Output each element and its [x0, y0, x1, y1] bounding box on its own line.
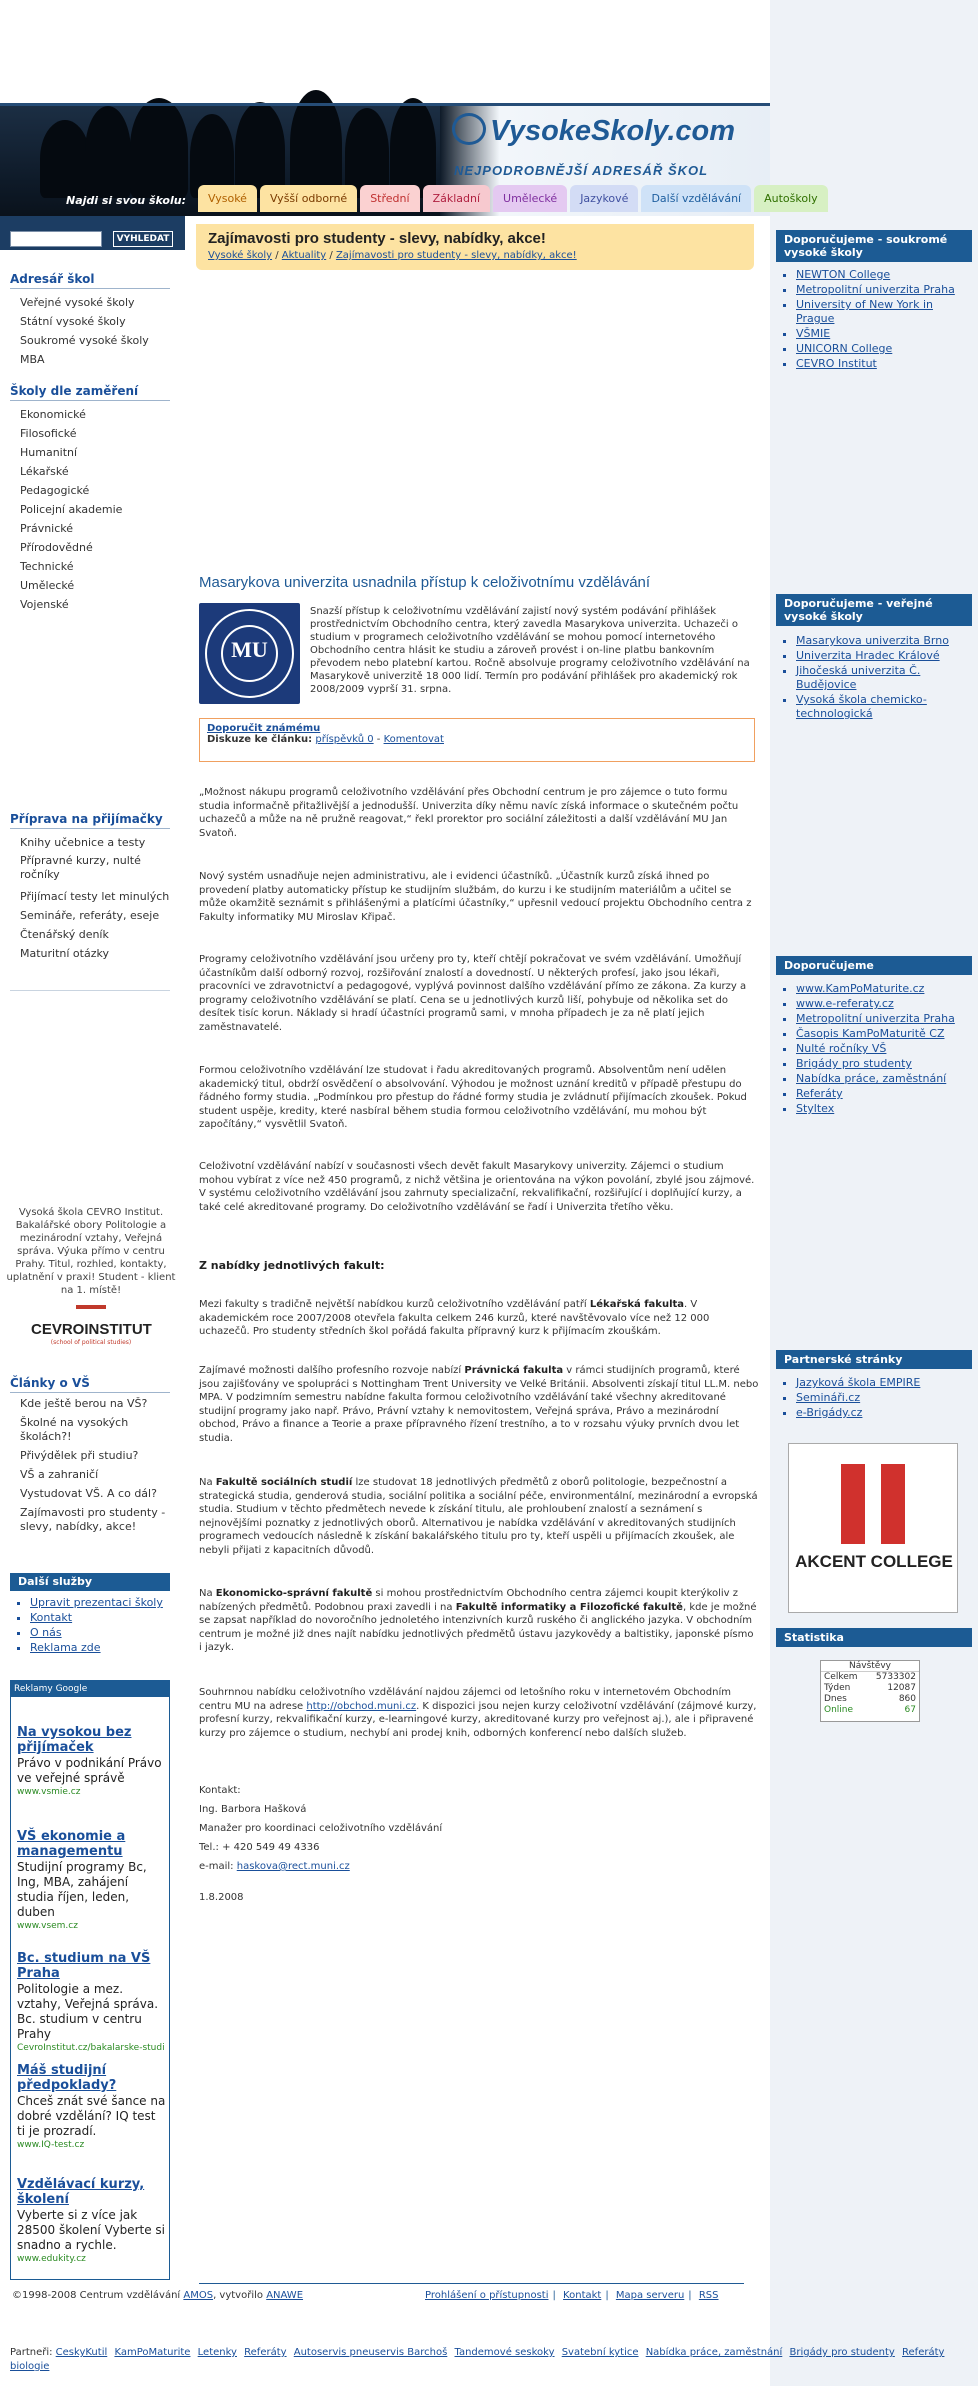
- tab-vysoke[interactable]: Vysoké: [198, 185, 257, 212]
- sidebar-item[interactable]: Soukromé vysoké školy: [20, 334, 149, 347]
- akcent-bar-icon: [841, 1464, 865, 1544]
- sidebar-item[interactable]: Čtenářský deník: [20, 928, 109, 941]
- partner-link[interactable]: Autoservis pneuservis Barchoš: [293, 2347, 448, 2358]
- sidebar-item[interactable]: Přivýdělek při studiu?: [20, 1449, 139, 1462]
- breadcrumb-link[interactable]: Vysoké školy: [208, 250, 273, 261]
- partner-link[interactable]: KamPoMaturite: [114, 2347, 191, 2358]
- right-link[interactable]: Styltex: [796, 1102, 835, 1115]
- discussion-label: Diskuze ke článku:: [207, 734, 313, 745]
- right-list-soukrome: [776, 268, 972, 372]
- right-link[interactable]: Nulté ročníky VŠ: [796, 1042, 887, 1055]
- article-paragraph: Na Fakultě sociálních studií lze studovat 18 jednotlivých předmětů z oborů politologie, bezpečnostní a strategická studia, genderová studia, sociální politika a sociální péče, environmentální, mezinárodní a evropská studia. Studium v těchto předmětech nevede k získání titulu, ale prohloubení znalostí a seznámení s nejnovějšími poznatky z jednotlivých oborů. Alternativou je nabídka vzdělávání v akreditovaných studijních programech vedoucích následně k získání bakalářského titulu pro ty, kteří uspěli u přijímacích zkoušek, ale nebyli přijati z kapacitních důvodů.: [199, 1477, 758, 1556]
- breadcrumb-link[interactable]: Zajímavosti pro studenty - slevy, nabídky, akce!: [335, 250, 577, 261]
- right-link[interactable]: CEVRO Institut: [796, 357, 877, 370]
- sidebar-item[interactable]: Semináře, referáty, eseje: [20, 909, 160, 922]
- obchod-link[interactable]: http://obchod.muni.cz: [306, 1700, 417, 1712]
- sidebar-item[interactable]: Přijímací testy let minulých: [20, 890, 170, 903]
- right-list-partnerske: [776, 1376, 972, 1421]
- sidebar-item[interactable]: VŠ a zahraničí: [20, 1468, 99, 1481]
- sidebar-item[interactable]: Zajímavosti pro studenty - slevy, nabídky, akce!: [20, 1506, 166, 1533]
- partner-link[interactable]: Letenky: [197, 2347, 237, 2358]
- article-paragraph: Nový systém usnadňuje nejen administrativu, ale i evidenci účastníků. „Účastník kurzů získá ihned po provedení platby automaticky přístup ke studijním službám, do kurzu i ke studijním materiálům a učitel se může okamžitě seznámit s přihlášenými a platícími účastníky,“ upřesnil vedoucí projektu Obchodního centra z Fakulty informatiky MU Miroslav Křipač.: [199, 871, 752, 923]
- sidebar-item[interactable]: Technické: [20, 560, 74, 573]
- right-list-doporucujeme: [776, 982, 972, 1117]
- right-heading-statistika: Statistika: [776, 1628, 972, 1647]
- sidebar-item[interactable]: MBA: [20, 353, 45, 366]
- cevro-logo[interactable]: CEVROINSTITUT (school of political studies): [31, 1305, 151, 1347]
- article-paragraph: Celoživotní vzdělávání nabízí v současnosti všech devět fakult Masarykovy univerzity. Zájemci o studium mohou vybírat z více než 450 programů, z nichž většina je orientována na výkon povolání, zbylé jsou zájmové. V systému celoživotního vzdělávání jsou zahrnuty specializační, rekvalifikační, rozšiřující i doplňující kurzy, a také celé akreditované programy. Do celoživotního vzdělávání se řadí i Univerzita třetího věku.: [199, 1161, 755, 1213]
- footer-divider: [199, 2283, 744, 2284]
- right-link[interactable]: www.e-referaty.cz: [796, 997, 894, 1010]
- right-link[interactable]: www.KamPoMaturite.cz: [796, 982, 925, 995]
- sidebar-priprava: [10, 812, 170, 963]
- right-link[interactable]: Referáty: [796, 1087, 843, 1100]
- recommend-link[interactable]: Doporučit známému: [207, 723, 321, 734]
- partner-link[interactable]: Tandemové seskoky: [454, 2347, 555, 2358]
- ad-item[interactable]: VŠ ekonomie a managementu Studijní programy Bc, Ing, MBA, zahájení studia říjen, leden, duben www.vsem.cz: [17, 1829, 147, 1931]
- article-intro: Snazší přístup k celoživotnímu vzdělávání zajistí nový systém podávání přihlášek prostřednictvím Obchodního centra, který zavedla Masarykova univerzita. Uchazeči o studium v programech celoživotního vzdělávání se mohou pomocí internetového Obchodního centra hlásit ke studiu a zároveň provést i on-line platbu bankovním převodem nebo platební kartou. Ročně absolvuje programy celoživotního vzdělávání na Masarykově univerzitě 18 000 lidí. Termín pro podávání přihlášek pro akademický rok 2008/2009 vyprší 31. srpna.: [310, 606, 750, 695]
- logo-mark-icon: [452, 113, 486, 145]
- ad-item[interactable]: Na vysokou bez přijímaček Právo v podnikání Právo ve veřejné správě www.vsmie.cz: [17, 1725, 162, 1797]
- sidebar-item[interactable]: Státní vysoké školy: [20, 315, 126, 328]
- article-paragraph: Zajímavé možnosti dalšího profesního rozvoje nabízí Právnická fakulta v rámci studijních programů, které jsou zajišťovány ve spolupráci s Nottingham Trent University ve Velké Británii. Absolventi získají titul LL.M. nebo MPA. V podzimním semestru nabídne fakulta formou celoživotního vzdělávání také všechny akreditované studijní programy jako např. Právo, Právní vztahy k nemovitostem, Veřejná správa, Právo a mezinárodní obchod, Právo a finance a Teorie a praxe přípravného řízení trestního, a to v rozsahu výuky prvních dvou let studia.: [199, 1365, 759, 1444]
- article-date: 1.8.2008: [199, 1892, 244, 1903]
- search-button[interactable]: VYHLEDAT: [113, 231, 173, 247]
- find-school-label: Najdi si svou školu:: [66, 194, 186, 207]
- breadcrumb: Vysoké školy / Aktuality / Zajímavosti pro studenty - slevy, nabídky, akce!: [208, 250, 577, 261]
- footer-link[interactable]: RSS: [698, 2290, 719, 2301]
- sidebar-link[interactable]: Kontakt: [30, 1611, 73, 1624]
- tab-dalsi-vzdelavani[interactable]: Další vzdělávání: [641, 185, 751, 212]
- sidebar-item[interactable]: Přírodovědné: [20, 541, 93, 554]
- cevro-promo-text[interactable]: Vysoká škola CEVRO Institut. Bakalářské obory Politologie a mezinárodní vztahy, Veřejná správa. Výuka přímo v centru Prahy. Titul, rozhled, kontakty, uplatnění v praxi! Student - klient na 1. místě!: [6, 1207, 176, 1296]
- right-link[interactable]: Nabídka práce, zaměstnání: [796, 1072, 947, 1085]
- akcent-college-banner[interactable]: AKCENT COLLEGE: [788, 1443, 958, 1613]
- breadcrumb-link[interactable]: Aktuality: [281, 250, 327, 261]
- visit-counter[interactable]: Návštěvy Celkem 5733302 Týden 12087 Dnes 860 Online 67: [820, 1660, 920, 1722]
- right-link[interactable]: Semináři.cz: [796, 1391, 861, 1404]
- sidebar-item[interactable]: Právnické: [20, 522, 74, 535]
- partner-link[interactable]: Svatební kytice: [561, 2347, 639, 2358]
- sidebar-adresar: [10, 272, 170, 369]
- right-link[interactable]: VŠMIE: [796, 327, 831, 340]
- amos-link[interactable]: AMOS: [183, 2290, 214, 2301]
- email-link[interactable]: haskova@rect.muni.cz: [236, 1861, 350, 1872]
- comment-link[interactable]: Komentovat: [383, 734, 444, 745]
- right-heading-soukrome: Doporučujeme - soukromé vysoké školy: [776, 230, 972, 262]
- sidebar-heading-adresar: Adresář škol: [10, 272, 170, 289]
- sidebar-item[interactable]: Vystudovat VŠ. A co dál?: [20, 1487, 157, 1500]
- article-title: Masarykova univerzita usnadnila přístup k celoživotnímu vzdělávání: [199, 574, 651, 591]
- partner-link[interactable]: CeskyKutil: [55, 2347, 108, 2358]
- right-link[interactable]: Univerzita Hradec Králové: [796, 649, 940, 662]
- tab-jazykove[interactable]: Jazykové: [570, 185, 638, 212]
- google-ads: [10, 1680, 170, 2280]
- site-logo[interactable]: VysokeSkoly.com: [452, 115, 735, 148]
- masaryk-university-logo: MU: [199, 603, 300, 704]
- footer-link[interactable]: Prohlášení o přístupnosti: [425, 2290, 549, 2301]
- sidebar-item[interactable]: Humanitní: [20, 446, 78, 459]
- right-link[interactable]: Jihočeská univerzita Č. Budějovice: [796, 664, 921, 691]
- sidebar-link[interactable]: Upravit prezentaci školy: [30, 1596, 163, 1609]
- right-link[interactable]: Metropolitní univerzita Praha: [796, 283, 955, 296]
- article-paragraph: Mezi fakulty s tradičně největší nabídkou kurzů celoživotního vzdělávání patří Lékařská fakulta. V akademickém roce 2007/2008 otevřela fakulta celkem 246 kurzů, které navštěvovalo více než 12 000 uchazečů. Pro studenty středních škol pořádá fakulta přípravný kurz k přijímacím zkouškám.: [199, 1299, 710, 1338]
- akcent-bar-icon: [881, 1464, 905, 1544]
- sidebar-zamereni: [10, 384, 170, 614]
- tab-autoskoly[interactable]: Autoškoly: [754, 185, 828, 212]
- right-heading-doporucujeme: Doporučujeme: [776, 956, 972, 975]
- sidebar-heading-dalsi: Další služby: [10, 1573, 170, 1591]
- right-link[interactable]: UNICORN College: [796, 342, 893, 355]
- ads-header[interactable]: Reklamy Google: [11, 1681, 169, 1697]
- right-link[interactable]: Masarykova univerzita Brno: [796, 634, 949, 647]
- contact-block: Kontakt: Ing. Barbora Hašková Manažer pro koordinaci celoživotního vzdělávání Tel.: + 420 549 49 4336 e-mail: haskova@rect.muni.cz: [199, 1785, 443, 1872]
- sidebar-item[interactable]: Policejní akademie: [20, 503, 123, 516]
- section-subheading: Z nabídky jednotlivých fakult:: [199, 1259, 385, 1272]
- right-link[interactable]: Vysoká škola chemicko-technologická: [796, 693, 927, 720]
- sidebar-dalsi-list: [10, 1596, 170, 1656]
- tab-stredni[interactable]: Střední: [360, 185, 419, 212]
- right-link[interactable]: Brigády pro studenty: [796, 1057, 912, 1070]
- footer-links: Prohlášení o přístupnosti | Kontakt | Mapa serveru | RSS: [425, 2290, 719, 2301]
- sidebar-item[interactable]: Maturitní otázky: [20, 947, 109, 960]
- posts-link[interactable]: příspěvků 0: [315, 734, 374, 745]
- sidebar-item[interactable]: Knihy učebnice a testy: [20, 836, 146, 849]
- ad-item[interactable]: Máš studijní předpoklady? Chceš znát své šance na dobré vzdělání? IQ test ti je prozradí. www.IQ-test.cz: [17, 2063, 166, 2150]
- right-link[interactable]: Jazyková škola EMPIRE: [796, 1376, 921, 1389]
- sidebar-heading-priprava: Příprava na přijímačky: [10, 812, 170, 829]
- page-title-box: [196, 224, 754, 270]
- sidebar-item[interactable]: Pedagogické: [20, 484, 90, 497]
- site-header: [0, 103, 818, 216]
- sidebar-clanky: [10, 1376, 170, 1539]
- tab-umelecke[interactable]: Umělecké: [493, 185, 567, 212]
- divider: [10, 990, 170, 991]
- category-tabs: [198, 185, 828, 212]
- partner-link[interactable]: Referáty biologie: [10, 2347, 945, 2372]
- tab-zakladni[interactable]: Základní: [423, 185, 490, 212]
- partners-bar: Partneři: CeskyKutil KamPoMaturite Letenky Referáty Autoservis pneuservis Barchoš Tandemové seskoky Svatební kytice Nabídka práce, zaměstnání Brigády pro studenty Referáty biologie: [10, 2347, 945, 2372]
- partner-link[interactable]: Brigády pro studenty: [789, 2347, 895, 2358]
- tab-vyssi-odborne[interactable]: Vyšší odborné: [260, 185, 357, 212]
- partner-link[interactable]: Referáty: [244, 2347, 287, 2358]
- right-heading-verejne: Doporučujeme - veřejné vysoké školy: [776, 594, 972, 626]
- anawe-link[interactable]: ANAWE: [266, 2290, 304, 2301]
- sidebar-item[interactable]: Lékařské: [20, 465, 69, 478]
- site-tagline: NEJPODROBNĚJŠÍ ADRESÁŘ ŠKOL: [454, 163, 709, 178]
- sidebar-item[interactable]: Vojenské: [20, 598, 69, 611]
- sidebar-heading-clanky: Články o VŠ: [10, 1376, 170, 1393]
- right-link[interactable]: e-Brigády.cz: [796, 1406, 863, 1419]
- sidebar-item[interactable]: Kde ještě berou na VŠ?: [20, 1397, 148, 1410]
- article-paragraph: Programy celoživotního vzdělávání jsou určeny pro ty, kteří chtějí pokračovat ve svém vzdělávání. Umožňují účastníkům další odborný rozvoj, rozšiřování znalostí a dovedností. U některých profesí, jako jsou lékaři, pracovníci ve zdravotnictví a pedagogové, vyplývá povinnost dalšího vzdělávání přímo ze zákona. Za kurzy a programy celoživotního vzdělávání se platí. Cena se u jednotlivých kurzů liší, pohybuje od několika set do desítek tisíc korun. Náklady si hradí účastníci programů sami, v mnoha případech je za ně platí jejich zaměstnavatelé.: [199, 954, 747, 1033]
- partner-link[interactable]: Nabídka práce, zaměstnání: [645, 2347, 783, 2358]
- article-paragraph: „Možnost nákupu programů celoživotního vzdělávání přes Obchodní centrum je pro zájemce o tuto formu studia informačně přitažlivější a jednodušší. Univerzita díky němu navíc získá informace o skutečném počtu uchazečů a může na ně pružně reagovat,“ řekl prorektor pro sociální záležitosti a další vzdělávání MU Jan Svatoň.: [199, 787, 739, 839]
- discussion-box: Doporučit známému Diskuze ke článku: příspěvků 0 - Komentovat: [199, 718, 755, 762]
- right-link[interactable]: NEWTON College: [796, 268, 891, 281]
- sidebar-item[interactable]: Školné na vysokých školách?!: [20, 1416, 129, 1443]
- footer-link[interactable]: Mapa serveru: [615, 2290, 685, 2301]
- right-list-verejne: [776, 634, 972, 722]
- article-paragraph: Formou celoživotního vzdělávání lze studovat i řadu akreditovaných programů. Absolventům není udělen akademický titul, obdrží osvědčení o absolvování. Výhodou je možnost uznání kreditů v případě přestupu do řádného formy studia. „Podmínkou pro přestup do řádné formy studia je zvládnutí přijímacích zkoušek. Pokud student uspěje, kredity, které nasbíral během studia formou celoživotního vzdělávání, mu mohou být započítány,“ vysvětlil Svatoň.: [199, 1065, 747, 1131]
- sidebar-item[interactable]: Umělecké: [20, 579, 75, 592]
- footer-copyright: ©1998-2008 Centrum vzdělávání AMOS, vytvořilo ANAWE: [12, 2290, 304, 2301]
- right-link[interactable]: Metropolitní univerzita Praha: [796, 1012, 955, 1025]
- ad-item[interactable]: Bc. studium na VŠ Praha Politologie a mez. vztahy, Veřejná správa. Bc. studium v centru Prahy CevroInstitut.cz/bakalarske-studi: [17, 1951, 165, 2053]
- article-paragraph: Na Ekonomicko-správní fakultě si mohou prostřednictvím Obchodního centra zájemci koupit kterýkoliv z nabízených předmětů. Podobnou praxi zavedli i na Fakultě informatiky a Filozofické fakultě, kde je možné se zapsat například do novoročního jednoletého intenzivních kurzů ruského či anglického jazyka. V obchodním centrum je možné již dnes najít nabídku jednotlivých předmětů ústavu jazykovědy a baltistiky, japonské písmo i jazyk.: [199, 1588, 757, 1654]
- right-link[interactable]: Časopis KamPoMaturitě CZ: [796, 1027, 945, 1040]
- page-title: Zajímavosti pro studenty - slevy, nabídky, akce!: [208, 230, 546, 247]
- footer-link[interactable]: Kontakt: [563, 2290, 602, 2301]
- right-link[interactable]: University of New York in Prague: [796, 298, 933, 325]
- sidebar-item[interactable]: Přípravné kurzy, nulté ročníky: [20, 854, 141, 881]
- sidebar-link[interactable]: Reklama zde: [30, 1641, 101, 1654]
- sidebar-item[interactable]: Veřejné vysoké školy: [20, 296, 135, 309]
- article-paragraph: Souhrnnou nabídku celoživotního vzdělávání najdou zájemci od letošního roku v internetovém Obchodním centru MU na adrese http://obchod.muni.cz. K dispozici jsou nejen kurzy celoživotní vzdělávání (zájmové kurzy, profesní kurzy, rekvalifikační kurzy, e-learningové kurzy, akreditované kurzy pro veřejnost aj.), ale i připravené kurzy pro zájemce o studium, nechybí ani prodej knih, odborných konferencí nebo dalších služeb.: [199, 1687, 757, 1739]
- search-input[interactable]: [10, 231, 102, 247]
- cevro-mark-icon: [76, 1305, 106, 1319]
- sidebar-link[interactable]: O nás: [30, 1626, 62, 1639]
- sidebar-item[interactable]: Ekonomické: [20, 408, 86, 421]
- right-heading-partnerske: Partnerské stránky: [776, 1350, 972, 1369]
- sidebar-heading-zamereni: Školy dle zaměření: [10, 384, 170, 401]
- sidebar-item[interactable]: Filosofické: [20, 427, 77, 440]
- ad-item[interactable]: Vzdělávací kurzy, školení Vyberte si z více jak 28500 školení Vyberte si snadno a rychle. www.edukity.cz: [17, 2177, 165, 2264]
